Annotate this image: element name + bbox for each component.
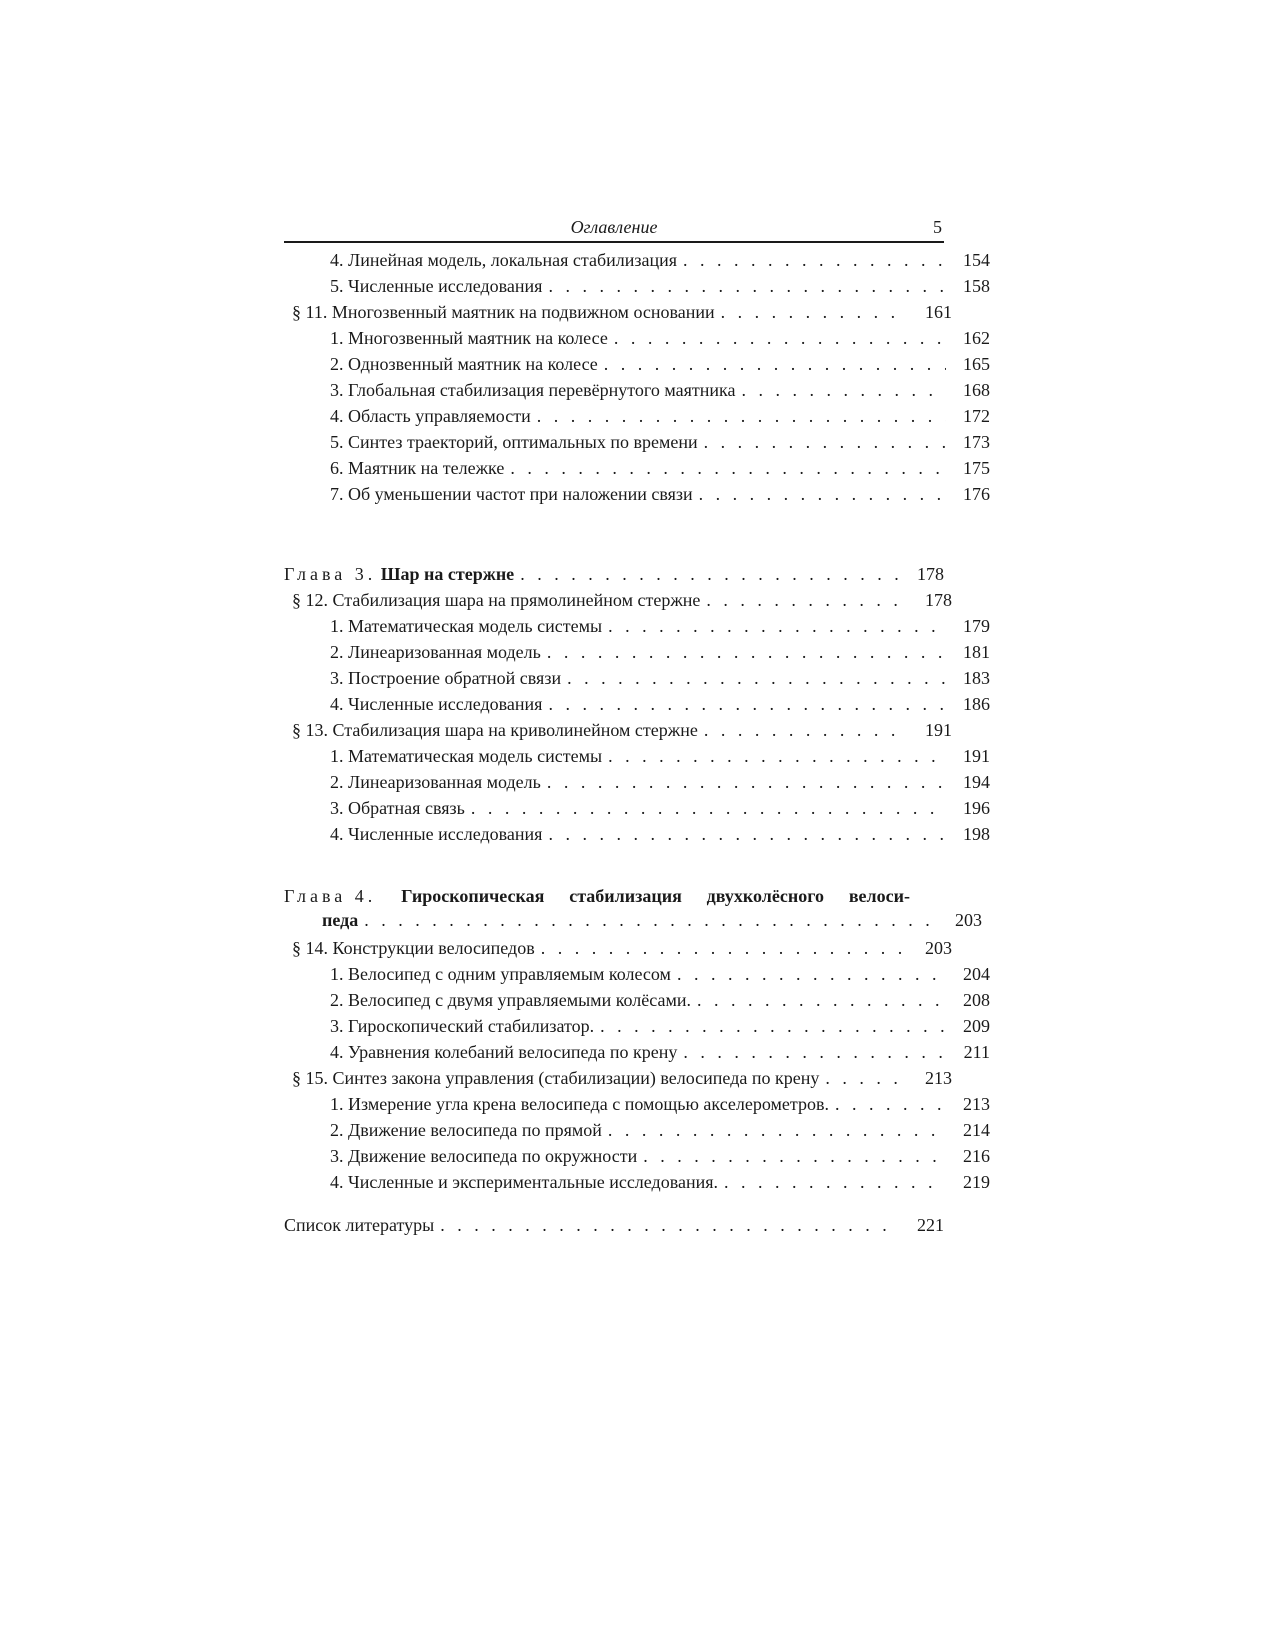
toc-chapter-4-line1[interactable] [284, 886, 910, 907]
toc-entry[interactable]: 3. Обратная связь . . . 196 [284, 798, 990, 824]
toc-section-entry[interactable]: § 12. Стабилизация шара на прямолинейном стержне . . . 178 [284, 590, 952, 616]
toc-entry[interactable]: 2. Линеаризованная модель . . . 181 [284, 642, 990, 668]
chapter-title-word: двухколёсного [706, 886, 824, 906]
toc-section-entry[interactable]: § 15. Синтез закона управления (стабилизации) велосипеда по крену . . . 213 [284, 1068, 952, 1094]
header-page-number: 5 [933, 217, 942, 237]
toc-entry[interactable]: 1. Многозвенный маятник на колесе . . . 162 [284, 328, 990, 354]
toc-entry[interactable]: 5. Численные исследования . . . 158 [284, 276, 990, 302]
toc-entry[interactable]: 1. Математическая модель системы . . . 191 [284, 746, 990, 772]
chapter-title: Шар на стержне [380, 564, 515, 584]
chapter-title-word: Гироскопическая [401, 886, 545, 906]
chapter-title-word: велоси- [848, 886, 910, 906]
chapter-label: Глава 4. [284, 886, 377, 906]
toc-entry[interactable]: 1. Измерение угла крена велосипеда с помощью акселерометров. . . . 213 [284, 1094, 990, 1120]
toc-chapter-4-line2[interactable]: педа . . . 203 [284, 910, 982, 936]
toc-section-entry[interactable]: § 14. Конструкции велосипедов . . . 203 [284, 938, 952, 964]
header-title: Оглавление [570, 217, 658, 237]
toc-entry[interactable]: 2. Однозвенный маятник на колесе . . . 165 [284, 354, 990, 380]
toc-bibliography[interactable]: Список литературы . . . 221 [284, 1215, 944, 1241]
toc-entry[interactable]: 3. Глобальная стабилизация перевёрнутого маятника . . . 168 [284, 380, 990, 406]
chapter-title-cont: педа [322, 910, 364, 931]
toc-entry[interactable]: 4. Область управляемости . . . 172 [284, 406, 990, 432]
toc-entry[interactable]: 7. Об уменьшении частот при наложении связи . . . 176 [284, 484, 990, 510]
toc-entry[interactable]: 1. Математическая модель системы . . . 179 [284, 616, 990, 642]
toc-entry[interactable]: 4. Численные и экспериментальные исследования. . . . 219 [284, 1172, 990, 1198]
toc-entry[interactable]: 6. Маятник на тележке . . . 175 [284, 458, 990, 484]
toc-entry[interactable]: 5. Синтез траекторий, оптимальных по времени . . . 173 [284, 432, 990, 458]
toc-entry[interactable]: 1. Велосипед с одним управляемым колесом . . . 204 [284, 964, 990, 990]
toc-entry[interactable]: 2. Движение велосипеда по прямой . . . 214 [284, 1120, 990, 1146]
toc-entry[interactable]: 3. Движение велосипеда по окружности . . . 216 [284, 1146, 990, 1172]
chapter-title-word: стабилизация [569, 886, 682, 906]
toc-entry[interactable]: 2. Велосипед с двумя управляемыми колёсами. . . . 208 [284, 990, 990, 1016]
toc-entry[interactable]: 4. Численные исследования . . . 186 [284, 694, 990, 720]
toc-entry[interactable]: 3. Построение обратной связи . . . 183 [284, 668, 990, 694]
toc-chapter-3[interactable]: Глава 3. Шар на стержне . . . 178 [284, 564, 944, 590]
toc-entry[interactable]: 4. Численные исследования . . . 198 [284, 824, 990, 850]
toc-entry[interactable]: 4. Линейная модель, локальная стабилизация . . . 154 [284, 250, 990, 276]
toc-section-entry[interactable]: § 13. Стабилизация шара на криволинейном стержне . . . 191 [284, 720, 952, 746]
chapter-label: Глава 3. [284, 564, 377, 584]
toc-entry[interactable]: 4. Уравнения колебаний велосипеда по крену . . . 211 [284, 1042, 990, 1068]
toc-section-entry[interactable]: § 11. Многозвенный маятник на подвижном основании . . . 161 [284, 302, 952, 328]
toc-entry[interactable]: 2. Линеаризованная модель . . . 194 [284, 772, 990, 798]
toc-entry[interactable]: 3. Гироскопический стабилизатор. . . . 209 [284, 1016, 990, 1042]
running-header [284, 217, 944, 243]
